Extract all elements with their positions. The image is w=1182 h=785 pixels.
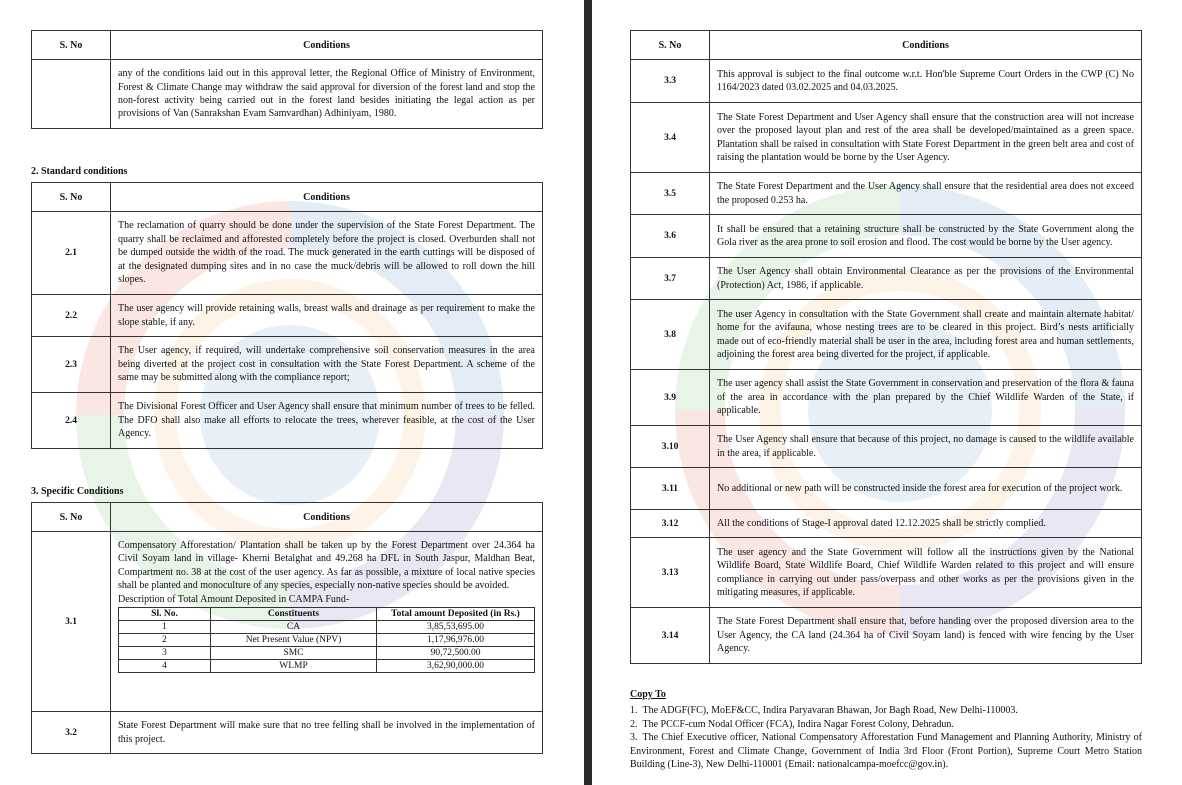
column-header-conditions: Conditions: [710, 31, 1142, 60]
condition-text: No additional or new path will be constructed inside the forest area for execution of the project work.: [710, 468, 1142, 510]
condition-number: 3.9: [631, 370, 710, 426]
continuation-table: [31, 30, 543, 129]
campa-row: [119, 660, 535, 673]
condition-number: 3.3: [631, 60, 710, 103]
campa-fund-description: Description of Total Amount Deposited in CAMPA Fund-: [118, 593, 350, 605]
condition-text: The State Forest Department and the User Agency shall ensure that the residential area does not exceed the proposed 0.253 ha.: [710, 173, 1142, 215]
campa-amount: 90,72,500.00: [377, 647, 535, 660]
document-page-right: [592, 0, 1182, 785]
condition-row-3.12: [631, 510, 1142, 538]
copy-to-item: 3. The Chief Executive officer, National Compensatory Afforestation Fund Management and Planning Authority, Ministry of Environment, Forest and Climate Change, Government of India 3rd Floor (Front Portion), Supreme Court Metro Station Building (Line-3), New Delhi-110001 (Email: nationalcampa-moefcc@gov.in).: [630, 732, 1142, 771]
condition-number: 3.5: [631, 173, 710, 215]
condition-row-3.2: [32, 712, 543, 754]
condition-text: The User Agency shall ensure that because of this project, no damage is caused to the wildlife available in the area, if applicable.: [710, 426, 1142, 468]
section-heading-specific: 3. Specific Conditions: [31, 486, 124, 497]
copy-to-section: [630, 688, 1142, 771]
condition-row-3.10: [631, 426, 1142, 468]
campa-header-constituents: Constituents: [211, 608, 377, 621]
column-header-conditions: Conditions: [111, 31, 543, 60]
condition-row-2.1: [32, 212, 543, 295]
campa-row: [119, 647, 535, 660]
campa-header-amount: Total amount Deposited (in Rs.): [377, 608, 535, 621]
column-header-sno: S. No: [32, 31, 111, 60]
document-page-left: [0, 0, 584, 785]
condition-text: Compensatory Afforestation/ Plantation shall be taken up by the Forest Department over 24.364 ha Civil Soyam land in village- Kherni Betalghat and 49.268 ha DFL in South Jaspur, Maldhan Beat, Compartment no. 38 at the cost of the user agency. As far as possible, a mixture of local native species shall be planted and monoculture of any species, especially non-native species should be avoided.: [118, 540, 535, 592]
condition-row-3.3: [631, 60, 1142, 103]
campa-amount: 1,17,96,976.00: [377, 634, 535, 647]
condition-text: The reclamation of quarry should be done under the supervision of the State Forest Department. The quarry shall be reclaimed and afforested completely before the project is closed. Overburden shall not be dumped outside the width of the road. The muck generated in the earth cuttings will be disposed of at the designated dumping sites and in no case the muck/debris will be allowed to roll down the hill slopes.: [111, 212, 543, 295]
condition-row-2.3: [32, 337, 543, 393]
campa-slno: 1: [119, 621, 211, 634]
condition-number: 3.4: [631, 103, 710, 173]
condition-text: The State Forest Department and User Agency shall ensure that the construction area will not increase over the proposed layout plan and rest of the area shall be developed/maintained as a green space. Plantation shall be raised in consultation with State Forest Department in the green belt area and cost of raising the plantation would be borne by the User Agency.: [710, 103, 1142, 173]
condition-row-2.4: [32, 393, 543, 449]
condition-row-3.9: [631, 370, 1142, 426]
condition-text: This approval is subject to the final outcome w.r.t. Hon'ble Supreme Court Orders in the CWP (C) No 1164/2023 dated 03.02.2025 and 04.03.2025.: [710, 60, 1142, 103]
page-gutter: [584, 0, 592, 785]
condition-number: 2.4: [32, 393, 111, 449]
campa-slno: 3: [119, 647, 211, 660]
standard-conditions-table: [31, 182, 543, 449]
campa-constituent: CA: [211, 621, 377, 634]
condition-row-3.4: [631, 103, 1142, 173]
condition-text: It shall be ensured that a retaining structure shall be constructed by the State Government along the Gola river as the area prone to soil erosion and flood. The cost would be borne by the User agency.: [710, 215, 1142, 258]
condition-number: 2.2: [32, 295, 111, 337]
condition-row-3.11: [631, 468, 1142, 510]
condition-text: All the conditions of Stage-I approval dated 12.12.2025 shall be strictly complied.: [710, 510, 1142, 538]
condition-row-2.2: [32, 295, 543, 337]
campa-constituent: Net Present Value (NPV): [211, 634, 377, 647]
condition-row-3.13: [631, 538, 1142, 608]
condition-text: The user Agency in consultation with the State Government shall create and maintain alternate habitat/ home for the avifauna, whose nesting trees are to be cleared in this project. Bird’s nests artificially made out of eco-friendly material shall be user in the area, including forest area and human settlements, adjoining the forest area being diverted for the project, if applicable.: [710, 300, 1142, 370]
campa-slno: 4: [119, 660, 211, 673]
condition-number: 3.11: [631, 468, 710, 510]
column-header-conditions: Conditions: [111, 183, 543, 212]
condition-number: 3.10: [631, 426, 710, 468]
column-header-sno: S. No: [631, 31, 710, 60]
column-header-sno: S. No: [32, 183, 111, 212]
condition-number: 3.6: [631, 215, 710, 258]
column-header-conditions: Conditions: [111, 503, 543, 532]
campa-constituent: SMC: [211, 647, 377, 660]
condition-text: The user agency and the State Government will follow all the instructions given by the National Wildlife Board, State Wildlife Board, Chief Wildlife Warden related to this project and will ensure compliance in carrying out under pass/overpass and other works as per the provisions given in the mitigating measures, if applicable.: [710, 538, 1142, 608]
copy-to-heading: Copy To: [630, 689, 666, 700]
continuation-text: any of the conditions laid out in this approval letter, the Regional Office of Ministry of Environment, Forest & Climate Change may withdraw the said approval for diversion of the forest land and stop the non-forest activity being carried out in the forest land besides initiating the legal action as per provisions of Van (Sanrakshan Evam Samvardhan) Adhiniyam, 1980.: [111, 60, 543, 129]
condition-number: 3.1: [32, 532, 111, 712]
condition-text: The User agency, if required, will undertake comprehensive soil conservation measures in the area being diverted at the project cost in consultation with the State Forest Department. A scheme of the same may be submitted along with the compliance report;: [111, 337, 543, 393]
campa-slno: 2: [119, 634, 211, 647]
campa-header-slno: Sl. No.: [119, 608, 211, 621]
condition-number: 2.3: [32, 337, 111, 393]
condition-number: 3.14: [631, 608, 710, 664]
condition-text: The Divisional Forest Officer and User Agency shall ensure that minimum number of trees to be felled. The DFO shall also make all efforts to relocate the trees, wherever feasible, at the cost of the User Agency.: [111, 393, 543, 449]
condition-row-3.7: [631, 258, 1142, 300]
empty-sno-cell: [32, 60, 111, 129]
condition-number: 2.1: [32, 212, 111, 295]
condition-number: 3.2: [32, 712, 111, 754]
campa-constituent: WLMP: [211, 660, 377, 673]
condition-row-3.8: [631, 300, 1142, 370]
section-heading-standard: 2. Standard conditions: [31, 166, 128, 177]
condition-row-3.1: [32, 532, 543, 712]
condition-text: State Forest Department will make sure that no tree felling shall be involved in the implementation of this project.: [111, 712, 543, 754]
condition-text: The user agency will provide retaining walls, breast walls and drainage as per requirement to make the slope stable, if any.: [111, 295, 543, 337]
condition-number: 3.12: [631, 510, 710, 538]
campa-amount: 3,62,90,000.00: [377, 660, 535, 673]
specific-conditions-table: [31, 502, 543, 754]
campa-fund-table: [118, 607, 535, 673]
specific-conditions-table-continued: [630, 30, 1142, 664]
campa-amount: 3,85,53,695.00: [377, 621, 535, 634]
column-header-sno: S. No: [32, 503, 111, 532]
condition-text: The user agency shall assist the State Government in conservation and preservation of the flora & fauna of the area in accordance with the plan prepared by the Chief Wildlife Warden of the State, if applicable.: [710, 370, 1142, 426]
condition-number: 3.8: [631, 300, 710, 370]
condition-row-3.5: [631, 173, 1142, 215]
copy-to-item: 1. The ADGF(FC), MoEF&CC, Indira Paryavaran Bhawan, Jor Bagh Road, New Delhi-110003.: [630, 705, 1018, 717]
condition-number: 3.13: [631, 538, 710, 608]
campa-row: [119, 634, 535, 647]
condition-text: The State Forest Department shall ensure that, before handing over the proposed diversion area to the User Agency, the CA land (24.364 ha of Civil Soyam land) is fenced with wire fencing by the User Agency.: [710, 608, 1142, 664]
copy-to-item: 2. The PCCF-cum Nodal Officer (FCA), Indira Nagar Forest Colony, Dehradun.: [630, 718, 954, 730]
condition-row-3.6: [631, 215, 1142, 258]
condition-number: 3.7: [631, 258, 710, 300]
condition-row-3.14: [631, 608, 1142, 664]
condition-text: The User Agency shall obtain Environmental Clearance as per the provisions of the Environmental (Protection) Act, 1986, if applicable.: [710, 258, 1142, 300]
campa-row: [119, 621, 535, 634]
